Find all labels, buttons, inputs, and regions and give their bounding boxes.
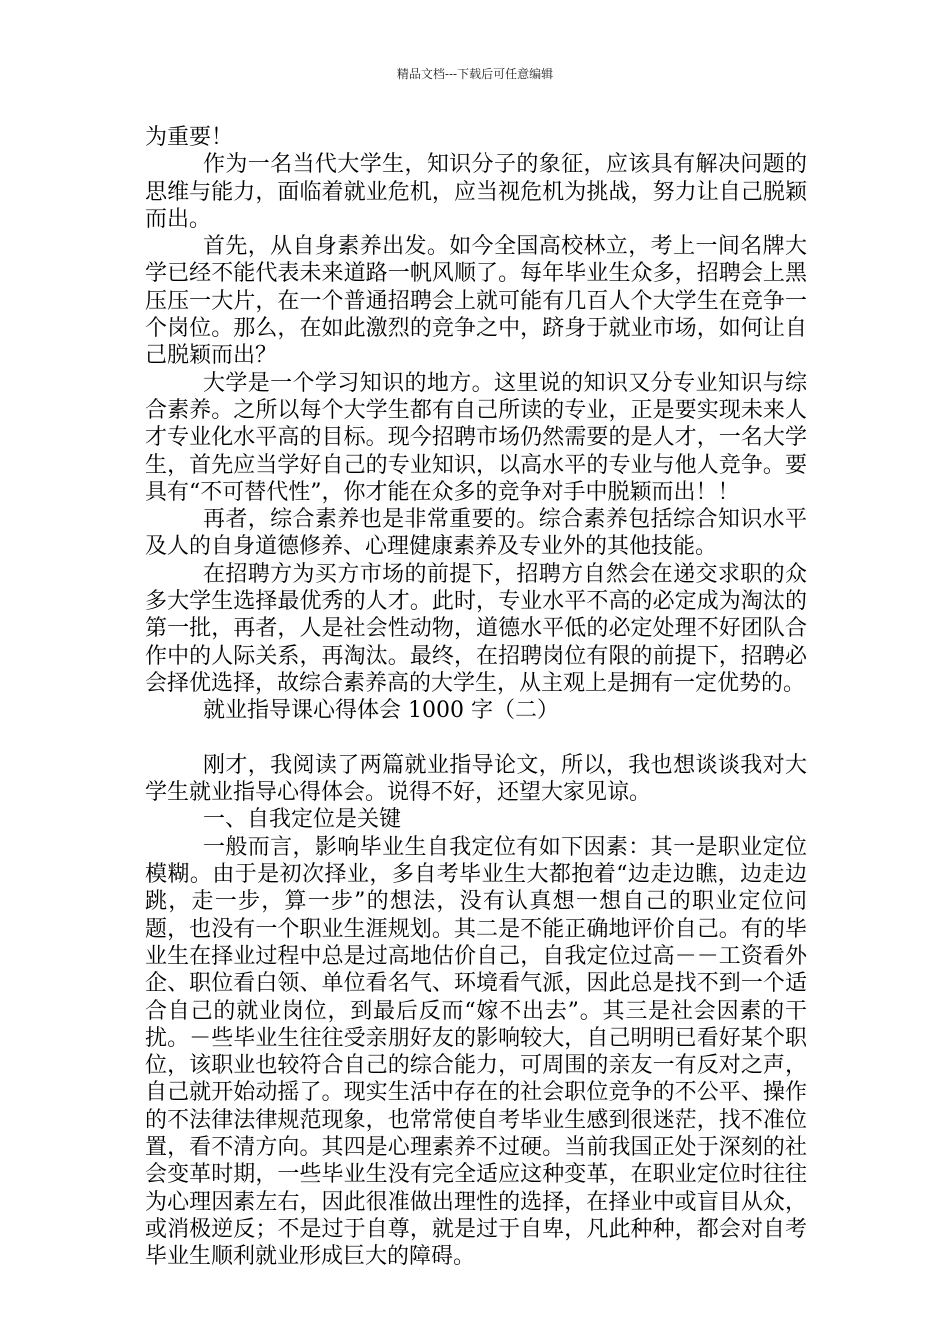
paragraph: 大学是一个学习知识的地方。这里说的知识又分专业知识与综合素养。之所以每个大学生都有自己所读的专业，正是要实现未来人才专业化水平高的目标。现今招聘市场仍然需要的是人才，一名大学生，首先应当学好自己的专业知识，以高水平的专业与他人竞争。要具有“不可替代性”，你才能在众多的竞争对手中脱颖而出！！: [145, 370, 807, 505]
subheading: 一、自我定位是关键: [203, 807, 402, 833]
section-title: 就业指导课心得体会 1000 字（二）: [203, 698, 559, 724]
paragraph: 刚才，我阅读了两篇就业指导论文，所以，我也想谈谈我对大学生就业指导心得体会。说得不好，还望大家见谅。: [145, 752, 807, 806]
paragraph: 一般而言，影响毕业生自我定位有如下因素：其一是职业定位模糊。由于是初次择业，多自考毕业生大都抱着“边走边瞧，边走边跳，走一步，算一步”的想法，没有认真想一想自己的职业定位问题，也没有一个职业生涯规划。其二是不能正确地评价自己。有的毕业生在择业过程中总是过高地估价自己，自我定位过高－－工资看外企、职位看白领、单位看名气、环境看气派，因此总是找不到一个适合自己的就业岗位，到最后反而“嫁不出去”。其三是社会因素的干扰。－些毕业生往往受亲朋好友的影响较大，自己明明已看好某个职位，该职业也较符合自己的综合能力，可周围的亲友一有反对之声，自己就开始动摇了。现实生活中存在的社会职位竞争的不公平、操作的不法律法律规范现象，也常常使自考毕业生感到很迷茫，找不准位置，看不清方向。其四是心理素养不过硬。当前我国正处于深刻的社会变革时期，一些毕业生没有完全适应这种变革，在职业定位时往往为心理因素左右，因此很准做出理性的选择，在择业中或盲目从众，或消极逆反；不是过于自尊，就是过于自卑，凡此种种，都会对自考毕业生顺利就业形成巨大的障碍。: [145, 834, 807, 1270]
document-body: [145, 124, 807, 1270]
paragraph: 首先，从自身素养出发。如今全国高校林立，考上一间名牌大学已经不能代表未来道路一帆风顺了。每年毕业生众多，招聘会上黑压压一大片，在一个普通招聘会上就可能有几百人个大学生在竞争一个岗位。那么，在如此激烈的竞争之中，跻身于就业市场，如何让自己脱颖而出？: [145, 234, 807, 369]
blank-line: [145, 725, 807, 752]
paragraph: 再者，综合素养也是非常重要的。综合素养包括综合知识水平及人的自身道德修养、心理健康素养及专业外的其他技能。: [145, 507, 807, 560]
paragraph-continuation: 为重要！: [145, 125, 234, 150]
paragraph: 作为一名当代大学生，知识分子的象征，应该具有解决问题的思维与能力，面临着就业危机，应当视危机为挑战，努力让自己脱颖而出。: [145, 152, 807, 232]
paragraph: 在招聘方为买方市场的前提下，招聘方自然会在递交求职的众多大学生选择最优秀的人才。此时，专业水平不高的必定成为淘汰的第一批，再者，人是社会性动物，道德水平低的必定处理不好团队合作中的人际关系，再淘汰。最终，在招聘岗位有限的前提下，招聘必会择优选择，故综合素养高的大学生，从主观上是拥有一定优势的。: [145, 561, 807, 696]
page-header: 精品文档---下载后可任意编辑: [396, 67, 554, 81]
